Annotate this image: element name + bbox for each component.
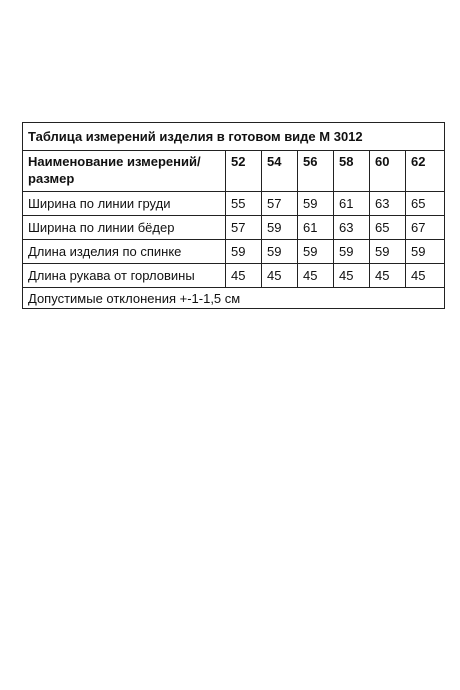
table-cell: 61 <box>298 216 334 240</box>
row-label: Длина изделия по спинке <box>23 240 226 264</box>
table-cell: 63 <box>370 192 406 216</box>
table-cell: 59 <box>406 240 445 264</box>
row-label: Длина рукава от горловины <box>23 264 226 288</box>
table-cell: 59 <box>262 240 298 264</box>
table-cell: 59 <box>298 240 334 264</box>
table-cell: 45 <box>226 264 262 288</box>
header-measurement-label: Наименование измерений/размер <box>23 151 226 192</box>
table-cell: 59 <box>298 192 334 216</box>
table-cell: 45 <box>298 264 334 288</box>
table-cell: 45 <box>370 264 406 288</box>
table-row <box>23 192 445 216</box>
table-title-row <box>23 123 445 151</box>
header-size: 60 <box>370 151 406 192</box>
header-size: 58 <box>334 151 370 192</box>
row-label: Ширина по линии бёдер <box>23 216 226 240</box>
tolerance-note: Допустимые отклонения +-1-1,5 см <box>23 288 445 309</box>
table-note-row <box>23 288 445 309</box>
table-cell: 59 <box>262 216 298 240</box>
table-cell: 61 <box>334 192 370 216</box>
size-chart-table <box>22 122 445 309</box>
table-cell: 45 <box>406 264 445 288</box>
table-cell: 67 <box>406 216 445 240</box>
header-size: 54 <box>262 151 298 192</box>
table-cell: 63 <box>334 216 370 240</box>
table-row <box>23 264 445 288</box>
header-size: 52 <box>226 151 262 192</box>
table-cell: 65 <box>370 216 406 240</box>
header-size: 56 <box>298 151 334 192</box>
table-cell: 65 <box>406 192 445 216</box>
table-cell: 45 <box>334 264 370 288</box>
table-header-row <box>23 151 445 192</box>
row-label: Ширина по линии груди <box>23 192 226 216</box>
table-title: Таблица измерений изделия в готовом виде М 3012 <box>23 123 445 151</box>
table-cell: 59 <box>226 240 262 264</box>
table-cell: 55 <box>226 192 262 216</box>
table-cell: 57 <box>226 216 262 240</box>
table-cell: 59 <box>370 240 406 264</box>
table-cell: 57 <box>262 192 298 216</box>
table-cell: 45 <box>262 264 298 288</box>
table-row <box>23 216 445 240</box>
table-row <box>23 240 445 264</box>
table-cell: 59 <box>334 240 370 264</box>
header-size: 62 <box>406 151 445 192</box>
